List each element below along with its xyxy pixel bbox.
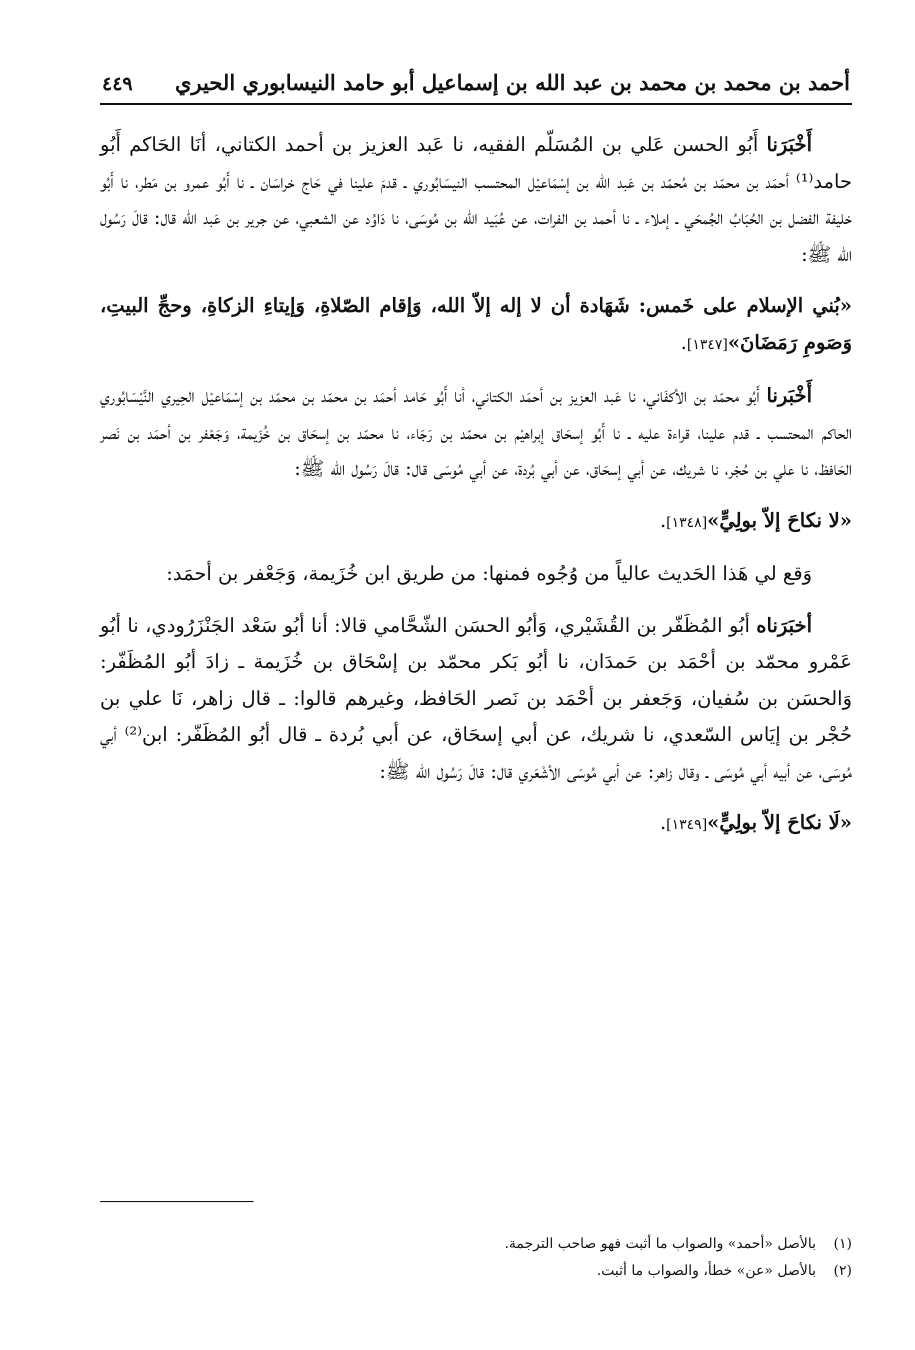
main-text [100, 127, 852, 844]
hadith-matn: «بُني الإسلام على خَمس: شَهَادة أن لا إله إلاّ الله، وَإقام الصّلاةِ، وَإيتاءِ الزكاةِ، وحجِّ البيتِ، وَصَومِ رَمَضَانَ» [100, 294, 852, 354]
footnote-separator [100, 1201, 254, 1203]
hadith-text [100, 288, 852, 363]
isnad-lead-word: أَخْبَرنا [766, 384, 812, 407]
footnote-number: (٢) [833, 1263, 852, 1279]
isnad-lead-word: أَخْبَرَنا [766, 133, 812, 156]
hadith-end: . [659, 811, 667, 834]
footnote [100, 1231, 852, 1258]
hadith-number: [١٣٤٨] [666, 514, 708, 531]
footnotes [100, 1231, 852, 1285]
paragraph-text: أَبُو محمّد بن الأكفَاني، نا عَبد العزيز بن أحمَد الكتاني، أنا أَبُو حَامد أحمَد بن محمّد بن محمّد بن إسْمَاعيْل الحِيري النَّيْسَابُوري الحاكم المحتسب ـ قدم علينا، قراءة عليه ـ نا أَبُو إسحَاق إبراهيْم بن محمّد بن رَجَاء، نا محمّد بن إسحَاق بن خُزَيمة، وَجَعْفر بن أحمَد بن نَصر الحَافظ، نا علي بن حُجْر، نا شريك، عن أبي إسحَاق، عن أبي بُردة، عن أبي مُوسَى قال: قالَ رَسُول الله ﷺ: [100, 384, 852, 480]
hadith-matn: «لَا نكاحَ إلاّ بولِيٍّ» [707, 811, 852, 834]
footnote-text: بالأصل «أحمد» والصواب ما أثبت فهو صاحب الترجمة. [504, 1236, 816, 1252]
paragraph-text: وَقع لي هَذا الحَديث عالياً من وُجُوه فمنها: من طريق ابن خُزَيمة، وَجَعْفر بن أحمَد: [166, 562, 812, 585]
paragraph [100, 608, 852, 791]
hadith-number: [١٣٤٧] [686, 336, 728, 353]
running-title: أحمد بن محمد بن محمد بن عبد الله بن إسماعيل أبو حامد النيسابوري الحيري [175, 70, 850, 95]
paragraph [100, 556, 852, 593]
footnote-text: بالأصل «عن» خطأ، والصواب ما أثبت. [596, 1263, 816, 1279]
page-number: ٤٤٩ [102, 73, 133, 95]
isnad-lead-word: أخبَرَناه [756, 613, 812, 637]
hadith-text [100, 805, 852, 844]
page-header [100, 70, 852, 105]
paragraph-text: أبُو المُظَفّر بن القُشَيْري، وَأبُو الحسَن الشّحَّامي قالا: أنا أبُو سَعْد الجَنْزَرُودي، نا أبُو عَمْرو محمّد بن أحْمَد بن حَمدَان، نا أبُو بَكر محمّد بن إسْحَاق بن خُزَيمة ـ زادَ أبُو المُظَفّر: وَالحسَن بن سُفيان، وَجَعفر بن أحْمَد بن نَصر الحَافظ، وغيرهم قالوا: ـ قال زاهر، نَا علي بن حُجْر بن إيَاس السّعدي، نا شريك، عن أبي إسحَاق، عن أبي بُردة ـ قال أبُو المُظَفّر: ابن⁽²⁾ أبي مُوسَى، عن أبيه أبي مُوسَى ـ وقال زاهر: عن أبي مُوسَى الأشْعَري قال: قالَ رَسُول الله ﷺ: [100, 613, 853, 783]
book-page [100, 70, 852, 859]
paragraph [100, 378, 852, 488]
hadith-end: . [680, 330, 687, 354]
hadith-matn: «لا نكاحَ إلاّ بولِيٍّ» [707, 508, 852, 532]
hadith-text [100, 503, 852, 542]
hadith-end: . [659, 508, 667, 532]
footnote [100, 1258, 852, 1285]
hadith-number: [١٣٤٩] [666, 817, 708, 833]
paragraph-text: أَبُو الحسن عَلي بن المُسَلّم الفقيه، نا عَبد العزيز بن أحمد الكتاني، أنَا الحَاكم أَبُو حامد⁽¹⁾ أحمَد بن محمّد بن مُحمّد بن عَبد الله بن إسْمَاعيْل المحتسب النيسَابُوري ـ قدمَ علينا في حَاج خراسَان ـ نا أَبُو عمرو بن مَطر، نا أَبُو خليفة الفضل بن الحُبَابُ الجُمحَي ـ إملاء ـ نا أحمد بن الفرات، عن عُبَيد الله بن مُوسَى، نا دَاوُد عن الشعبي، عن جرير بن عَبد الله قال: قالَ رَسُول الله ﷺ: [100, 133, 852, 266]
paragraph [100, 127, 852, 273]
footnote-number: (١) [833, 1236, 852, 1252]
